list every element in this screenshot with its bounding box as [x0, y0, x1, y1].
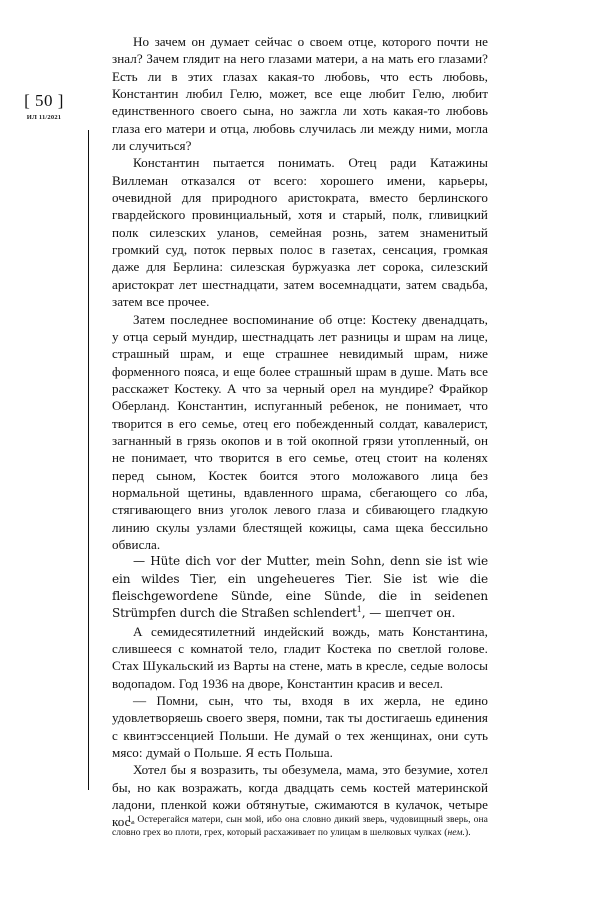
footnote-language-tag: нем.	[447, 827, 465, 839]
foreign-quote-paragraph	[112, 553, 488, 622]
body-paragraph: Затем последнее воспоминание об отце: Костеку двенадцать, у отца серый мундир, шестнадцать лет разницы и шрам на лице, страшный шрам, и еще страшнее невидимый шрам, ниже форменного пояса, и еще более страшный шрам в душе. Мать все расскажет Костеку. А что за черный орел на мундире? Фрайкор Оберланд. Константин, испуганный ребенок, не понимает, что творится в его семье, отец его побежденный солдат, кавалерист, загнанный в грязь окопов и в той окопной грязи утопленный, он не понимает, что творится в его семье, отец стоит на коленях перед сыном, Костек боится этого моложавого лица без нормальной щетины, вдавленного шрама, сбегающего со лба, стягивающего вниз уголок левого глаза и сбивающего гладкую линию скулы узлами блестящей кожицы, сама щека бессильно обвисла.	[112, 311, 488, 552]
body-paragraph: А семидесятилетний индейский вождь, мать Константина, слившееся с комнатой тело, гладит Костека по светлой голове. Стах Шукальский из Варты на стене, мать в кресле, седые волосы водопадом. Год 1936 на дворе, Константин красив и весел.	[112, 623, 488, 691]
body-paragraph: Константин пытается понимать. Отец ради Катажины Виллеман отказался от всего: хорошего имени, карьеры, очевидной для природного аристократа, вместо берлинского гвардейского провинциальный, хотя и старый, полк, гливицкий полк силезских уланов, семейная рознь, затем знаменитый громкий суд, поток первых полос в газетах, сенсация, громкая даже для Берлина: силезская буржуазка лет сорока, силезский аристократ лет шестнадцати, затем восемнадцати, затем свадьба, затем все прочее.	[112, 155, 488, 310]
page-number: [ 50 ]	[24, 91, 64, 110]
main-text-column	[112, 33, 488, 831]
footnote-block	[112, 813, 488, 840]
footnote-text-tail: ).	[464, 827, 471, 839]
folio-block	[0, 92, 88, 121]
footnote-reference-marker: 1	[356, 605, 362, 615]
body-paragraph: — Помни, сын, что ты, входя в их жерла, не едино удовлетворяешь своего зверя, помни, так ты достигаешь единения с квинтэссенцией Польши. Не думай о тех женщинах, они суть мясо: думай о Польше. Я есть Польша.	[112, 693, 488, 761]
body-paragraph: Хотел бы я возразить, ты обезумела, мама, это безумие, хотел бы, но как возражать, когда двадцать семь костей материнской ладони, пленкой кожи обтянутые, сжимаются в кулачок, четыре кос-	[112, 762, 488, 830]
footnote-item	[112, 813, 488, 840]
foreign-quote-text: — Hüte dich vor der Mutter, mein Sohn, denn sie ist wie ein wildes Tier, ein ungeheueres Tier. Sie ist wie die fleischgewordene Sünde, eine Sünde, die in seidenen Strümpfen durch die Straßen schlendert	[112, 554, 488, 621]
margin-vertical-rule	[88, 130, 89, 790]
issue-label: ИЛ 11/2021	[26, 113, 62, 121]
footnote-text: 1. Остерегайся матери, сын мой, ибо она словно дикий зверь, чудовищный зверь, она словно грех во плоти, грех, который расхаживает по улицам в шелковых чулках (	[112, 814, 488, 839]
foreign-quote-tail: , — шепчет он.	[361, 606, 456, 621]
body-paragraph: Но зачем он думает сейчас о своем отце, которого почти не знал? Зачем глядит на него глазами матери, а на мать его глазами? Есть ли в этих глазах какая-то любовь, что есть любовь, Константин любил Гелю, может, все еще любит Гелю, любит единственного своего сына, но зажгла ли хоть какая-то любовь глаза его матери и отца, любовь случилась ли между ними, могла ли случиться?	[112, 34, 488, 154]
